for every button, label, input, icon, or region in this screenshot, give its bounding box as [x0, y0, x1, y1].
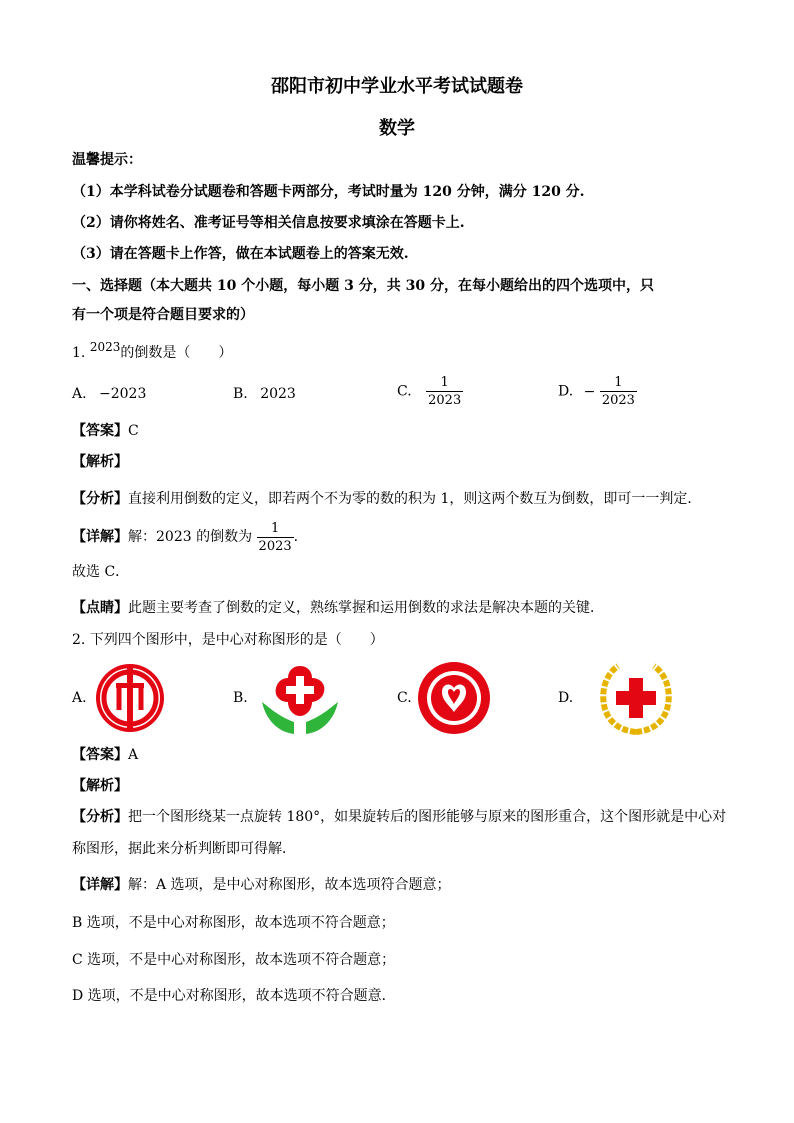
option-d	[558, 374, 637, 409]
red-cross-wreath-icon	[598, 660, 674, 736]
fraction: $\frac{1}{2023}$	[601, 375, 635, 408]
medical-cross-icon	[258, 660, 342, 736]
answer-line	[72, 421, 139, 441]
conclusion: 故选 C．	[72, 564, 130, 580]
fenxi-tag: 【分析】	[72, 809, 128, 825]
xiangjie-text: 解：A 选项，是中心对称图形，故本选项符合题意；	[128, 877, 451, 893]
option-c	[397, 374, 463, 409]
fraction: $\frac{1}{2023}$	[428, 375, 462, 408]
fenxi-text: 把一个图形绕某一点旋转 180°，如果旋转后的图形能够与原来的图形重合，这个图形就是中心对	[128, 809, 727, 825]
xiangjie-tag: 【详解】	[72, 877, 128, 893]
option-text: −2023	[99, 386, 147, 402]
option-b	[233, 384, 296, 404]
xiangjie-tag: 【详解】	[72, 529, 128, 545]
dianjing-text: 此题主要考查了倒数的定义，熟练掌握和运用倒数的求法是解决本题的关键．	[128, 600, 604, 616]
emblem-a-icon	[92, 660, 168, 736]
section-heading: 一、选择题（本大题共 10 个小题，每小题 3 分，共 30 分，在每小题给出的四个选项中，只	[72, 278, 654, 294]
option-label: C.	[397, 383, 412, 400]
tip-item: （1）本学科试卷分试题卷和答题卡两部分，考试时量为 120 分钟，满分 120 分.	[72, 184, 585, 200]
answer-value: A	[128, 747, 139, 763]
question-2	[72, 630, 384, 650]
tip-item: （3）请在答题卡上作答，做在本试题卷上的答案无效.	[72, 246, 409, 262]
option-label: A.	[72, 386, 87, 402]
dianjing-tag: 【点睛】	[72, 600, 128, 616]
answer-tag: 【答案】	[72, 423, 128, 439]
minus-sign: −	[583, 383, 596, 400]
option-a	[72, 384, 146, 404]
xiangjie-text: 解：2023 的倒数为	[128, 529, 253, 545]
period: .	[293, 529, 299, 545]
xiangjie-line-b: B 选项，不是中心对称图形，故本选项不符合题意；	[72, 915, 395, 931]
answer-tag: 【答案】	[72, 747, 128, 763]
fenxi-tag: 【分析】	[72, 491, 128, 507]
page-title: 邵阳市初中学业水平考试试题卷	[271, 76, 523, 97]
fenxi-line-cont: 称图形，据此来分析判断即可得解．	[72, 841, 296, 857]
question-number: 2.	[72, 632, 86, 648]
xiangjie-line	[72, 875, 451, 895]
tips-label: 温馨提示：	[72, 152, 142, 168]
option-d-label: D.	[558, 690, 574, 706]
option-c-label: C.	[397, 690, 412, 706]
xiangjie-line	[72, 518, 298, 556]
question-number: 1.	[72, 345, 86, 361]
question-text: 下列四个图形中，是中心对称图形的是（ ）	[89, 632, 384, 648]
question-value: 2023	[89, 340, 121, 354]
option-a-label: A.	[72, 690, 87, 706]
xiangjie-line-d: D 选项，不是中心对称图形，故本选项不符合题意．	[72, 988, 396, 1004]
question-1	[72, 340, 233, 363]
tip-item: （2）请你将姓名、准考证号等相关信息按要求填涂在答题卡上.	[72, 215, 465, 231]
xiangjie-line-c: C 选项，不是中心对称图形，故本选项不符合题意；	[72, 952, 396, 968]
answer-line	[72, 745, 138, 765]
fenxi-text: 直接利用倒数的定义，即若两个不为零的数的积为 1，则这两个数互为倒数，即可一一判定．	[128, 491, 702, 507]
answer-value: C	[128, 423, 139, 439]
question-text: 的倒数是（ ）	[120, 345, 233, 361]
option-text: 2023	[260, 386, 296, 402]
womens-federation-icon	[416, 660, 492, 736]
analysis-tag: 【解析】	[72, 778, 128, 794]
fenxi-line	[72, 807, 726, 827]
option-label: D.	[558, 383, 574, 400]
option-label: B.	[233, 386, 248, 402]
fraction: $\frac{1}{2023}$	[258, 520, 292, 554]
analysis-tag: 【解析】	[72, 454, 128, 470]
option-b-label: B.	[233, 690, 248, 706]
section-heading-cont: 有一个项是符合题目要求的）	[72, 307, 254, 323]
fenxi-line	[72, 489, 701, 509]
subject-title: 数学	[379, 118, 415, 139]
dianjing-line	[72, 598, 604, 618]
